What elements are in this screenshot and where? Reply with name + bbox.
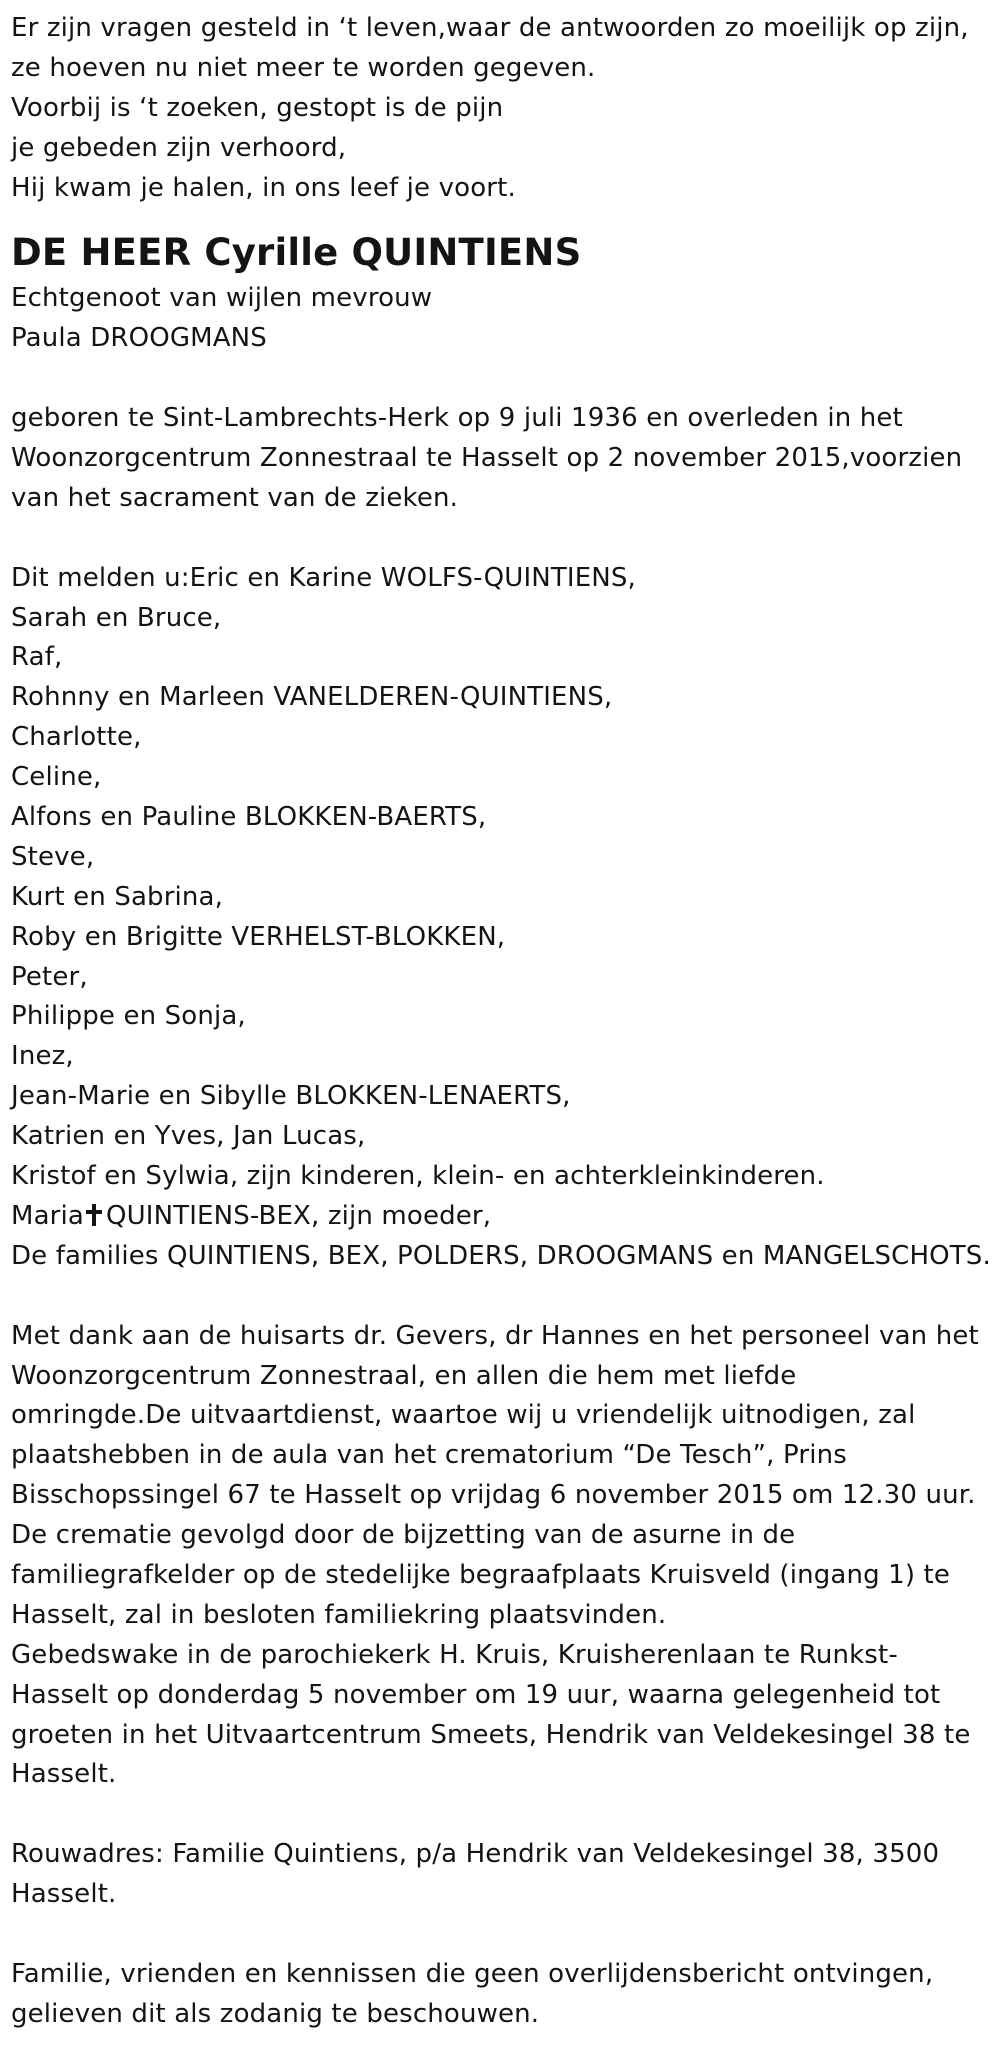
family-line: Charlotte,	[11, 722, 142, 753]
spacer	[11, 359, 989, 399]
text-line: Familie, vrienden en kennissen die geen overlijdensbericht ontvingen,	[11, 1958, 934, 1989]
text-line: Met dank aan de huisarts dr. Gevers, dr Hannes en het personeel van het	[11, 1320, 979, 1351]
spacer	[11, 1795, 989, 1835]
family-list	[11, 559, 989, 1277]
spacer	[11, 1915, 989, 1955]
family-line: Jean-Marie en Sibylle BLOKKEN-LENAERTS,	[11, 1081, 571, 1112]
mother-line	[11, 1197, 989, 1237]
poem-line: Voorbij is ‘t zoeken, gestopt is de pijn	[11, 92, 504, 123]
poem-line: Er zijn vragen gesteld in ‘t leven,waar de antwoorden zo moeilijk op zijn,	[11, 13, 969, 43]
text-line: Woonzorgcentrum Zonnestraal te Hasselt op 2 november 2015,voorzien	[11, 443, 963, 474]
text-line: plaatshebben in de aula van het crematorium “De Tesch”, Prins	[11, 1440, 847, 1471]
mother-surname: QUINTIENS-BEX, zijn moeder,	[105, 1200, 492, 1231]
family-line: Steve,	[11, 841, 95, 872]
cross-icon	[86, 1204, 102, 1226]
text-line: geboren te Sint-Lambrechts-Herk op 9 juli 1936 en overleden in het	[11, 403, 903, 434]
poem-line: Hij kwam je halen, in ons leef je voort.	[11, 172, 516, 203]
text-line: omringde.De uitvaartdienst, waartoe wij u vriendelijk uitnodigen, zal	[11, 1400, 916, 1431]
mother-first-name: Maria	[11, 1200, 84, 1231]
text-line: van het sacrament van de zieken.	[11, 482, 459, 513]
poem-line: ze hoeven nu niet meer te worden gegeven.	[11, 52, 596, 83]
family-line: Sarah en Bruce,	[11, 602, 222, 633]
text-line: Gebedswake in de parochiekerk H. Kruis, Kruisherenlaan te Runkst-	[11, 1639, 898, 1670]
family-line: Kristof en Sylwia, zijn kinderen, klein- en achterkleinkinderen.	[11, 1161, 825, 1192]
poem-line: je gebeden zijn verhoord,	[11, 132, 347, 163]
text-line: Woonzorgcentrum Zonnestraal, en allen die hem met liefde	[11, 1360, 797, 1391]
poem	[11, 9, 989, 208]
spouse-line: Echtgenoot van wijlen mevrouw	[11, 283, 433, 314]
spouse-name: Paula DROOGMANS	[11, 323, 267, 354]
family-line: Katrien en Yves, Jan Lucas,	[11, 1121, 366, 1152]
family-line: Peter,	[11, 961, 88, 992]
text-line: groeten in het Uitvaartcentrum Smeets, Hendrik van Veldekesingel 38 te	[11, 1719, 971, 1750]
text-line: Hasselt, zal in besloten familiekring plaatsvinden.	[11, 1599, 667, 1630]
family-line: Rohnny en Marleen VANELDEREN-QUINTIENS,	[11, 682, 613, 713]
family-line: Inez,	[11, 1041, 74, 1072]
text-line: Hasselt.	[11, 1759, 117, 1790]
family-line: Celine,	[11, 762, 102, 793]
family-line: Alfons en Pauline BLOKKEN-BAERTS,	[11, 802, 487, 833]
family-line: Raf,	[11, 642, 63, 673]
deceased-name-title: DE HEER Cyrille QUINTIENS	[11, 231, 582, 275]
text-line: Bisschopssingel 67 te Hasselt op vrijdag 6 november 2015 om 12.30 uur.	[11, 1480, 976, 1511]
text-line: Hasselt.	[11, 1879, 117, 1910]
closing-paragraph	[11, 1955, 989, 2035]
birth-death-paragraph	[11, 399, 989, 519]
text-line: Hasselt op donderdag 5 november om 19 uur, waarna gelegenheid tot	[11, 1679, 941, 1710]
family-line: Kurt en Sabrina,	[11, 881, 224, 912]
service-paragraph	[11, 1317, 989, 1796]
family-line: Roby en Brigitte VERHELST-BLOKKEN,	[11, 921, 506, 952]
spouse-info	[11, 279, 989, 359]
text-line: gelieven dit als zodanig te beschouwen.	[11, 1998, 540, 2029]
spacer	[11, 1277, 989, 1317]
family-line: Dit melden u:Eric en Karine WOLFS-QUINTIENS,	[11, 562, 636, 593]
text-line: familiegrafkelder op de stedelijke begraafplaats Kruisveld (ingang 1) te	[11, 1559, 951, 1590]
mourning-address	[11, 1835, 989, 1915]
text-line: De crematie gevolgd door de bijzetting van de asurne in de	[11, 1520, 796, 1551]
spacer	[11, 519, 989, 559]
families-line: De families QUINTIENS, BEX, POLDERS, DROOGMANS en MANGELSCHOTS.	[11, 1240, 991, 1271]
family-line: Philippe en Sonja,	[11, 1001, 246, 1032]
text-line: Rouwadres: Familie Quintiens, p/a Hendrik van Veldekesingel 38, 3500	[11, 1839, 940, 1870]
